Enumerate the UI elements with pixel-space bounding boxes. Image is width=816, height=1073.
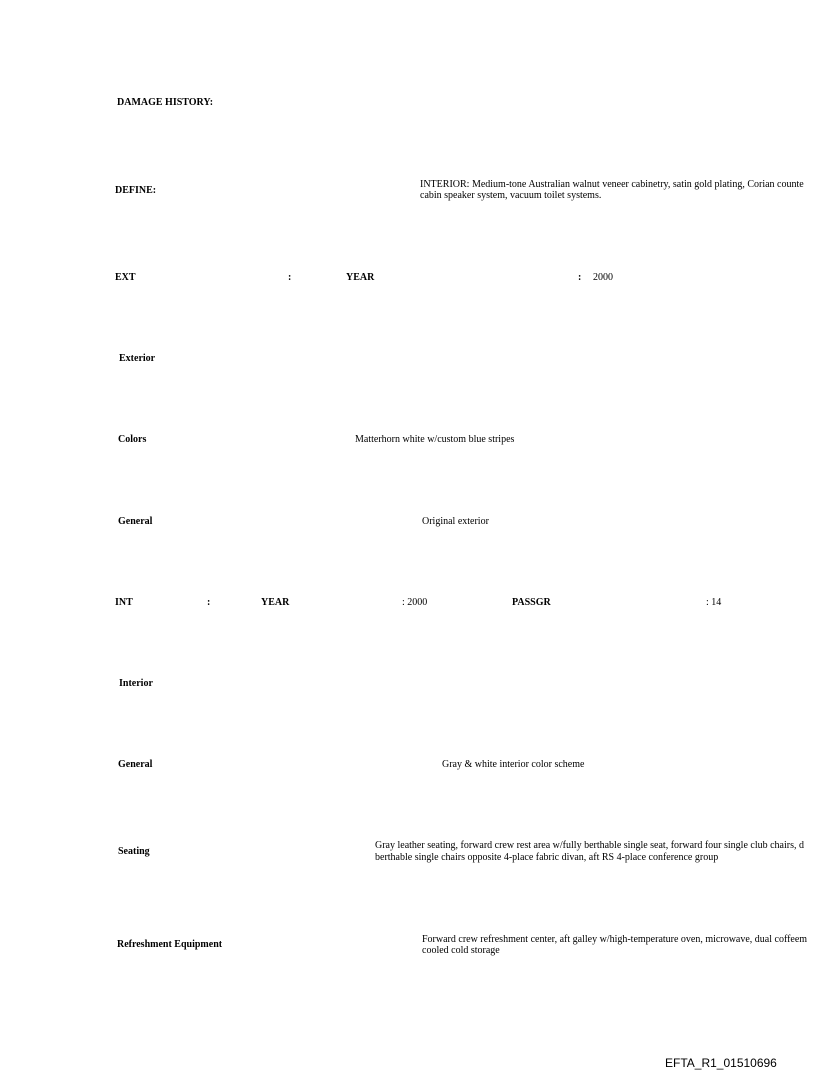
ext-label: EXT (115, 272, 136, 283)
exterior-colors-value: Matterhorn white w/custom blue stripes (355, 434, 515, 445)
interior-seating-label: Seating (118, 846, 150, 857)
interior-general-value: Gray & white interior color scheme (442, 759, 585, 770)
interior-refreshment-line-2: cooled cold storage (422, 945, 500, 956)
interior-refreshment-line-1: Forward crew refreshment center, aft galley w/high-temperature oven, microwave, dual coffeem (422, 934, 808, 945)
int-year-value: : 2000 (402, 597, 428, 608)
exterior-general-label: General (118, 516, 153, 527)
interior-seating-line-2: berthable single chairs opposite 4-place fabric divan, aft RS 4-place conference group (375, 852, 719, 863)
ext-year-value: 2000 (593, 272, 613, 283)
document-id: EFTA_R1_01510696 (665, 1056, 777, 1070)
interior-general-label: General (118, 759, 153, 770)
int-passgr-value: : 14 (706, 597, 722, 608)
int-colon: : (207, 597, 211, 608)
damage-history-label: DAMAGE HISTORY: (117, 97, 214, 108)
interior-seating-line-1: Gray leather seating, forward crew rest area w/fully berthable single seat, forward four single club chairs, d (375, 840, 804, 851)
ext-colon: : (288, 272, 292, 283)
define-text-line-1: INTERIOR: Medium-tone Australian walnut veneer cabinetry, satin gold plating, Corian counte (420, 179, 804, 190)
interior-refreshment-label: Refreshment Equipment (117, 939, 223, 950)
ext-year-colon: : (578, 272, 582, 283)
exterior-general-value: Original exterior (422, 516, 489, 527)
define-text-line-2: cabin speaker system, vacuum toilet systems. (420, 190, 602, 201)
exterior-colors-label: Colors (118, 434, 147, 445)
int-passgr-label: PASSGR (512, 597, 551, 608)
define-label: DEFINE: (115, 185, 157, 196)
exterior-heading: Exterior (119, 353, 156, 364)
int-year-label: YEAR (261, 597, 290, 608)
interior-heading: Interior (119, 678, 153, 689)
ext-year-label: YEAR (346, 272, 375, 283)
int-label: INT (115, 597, 133, 608)
